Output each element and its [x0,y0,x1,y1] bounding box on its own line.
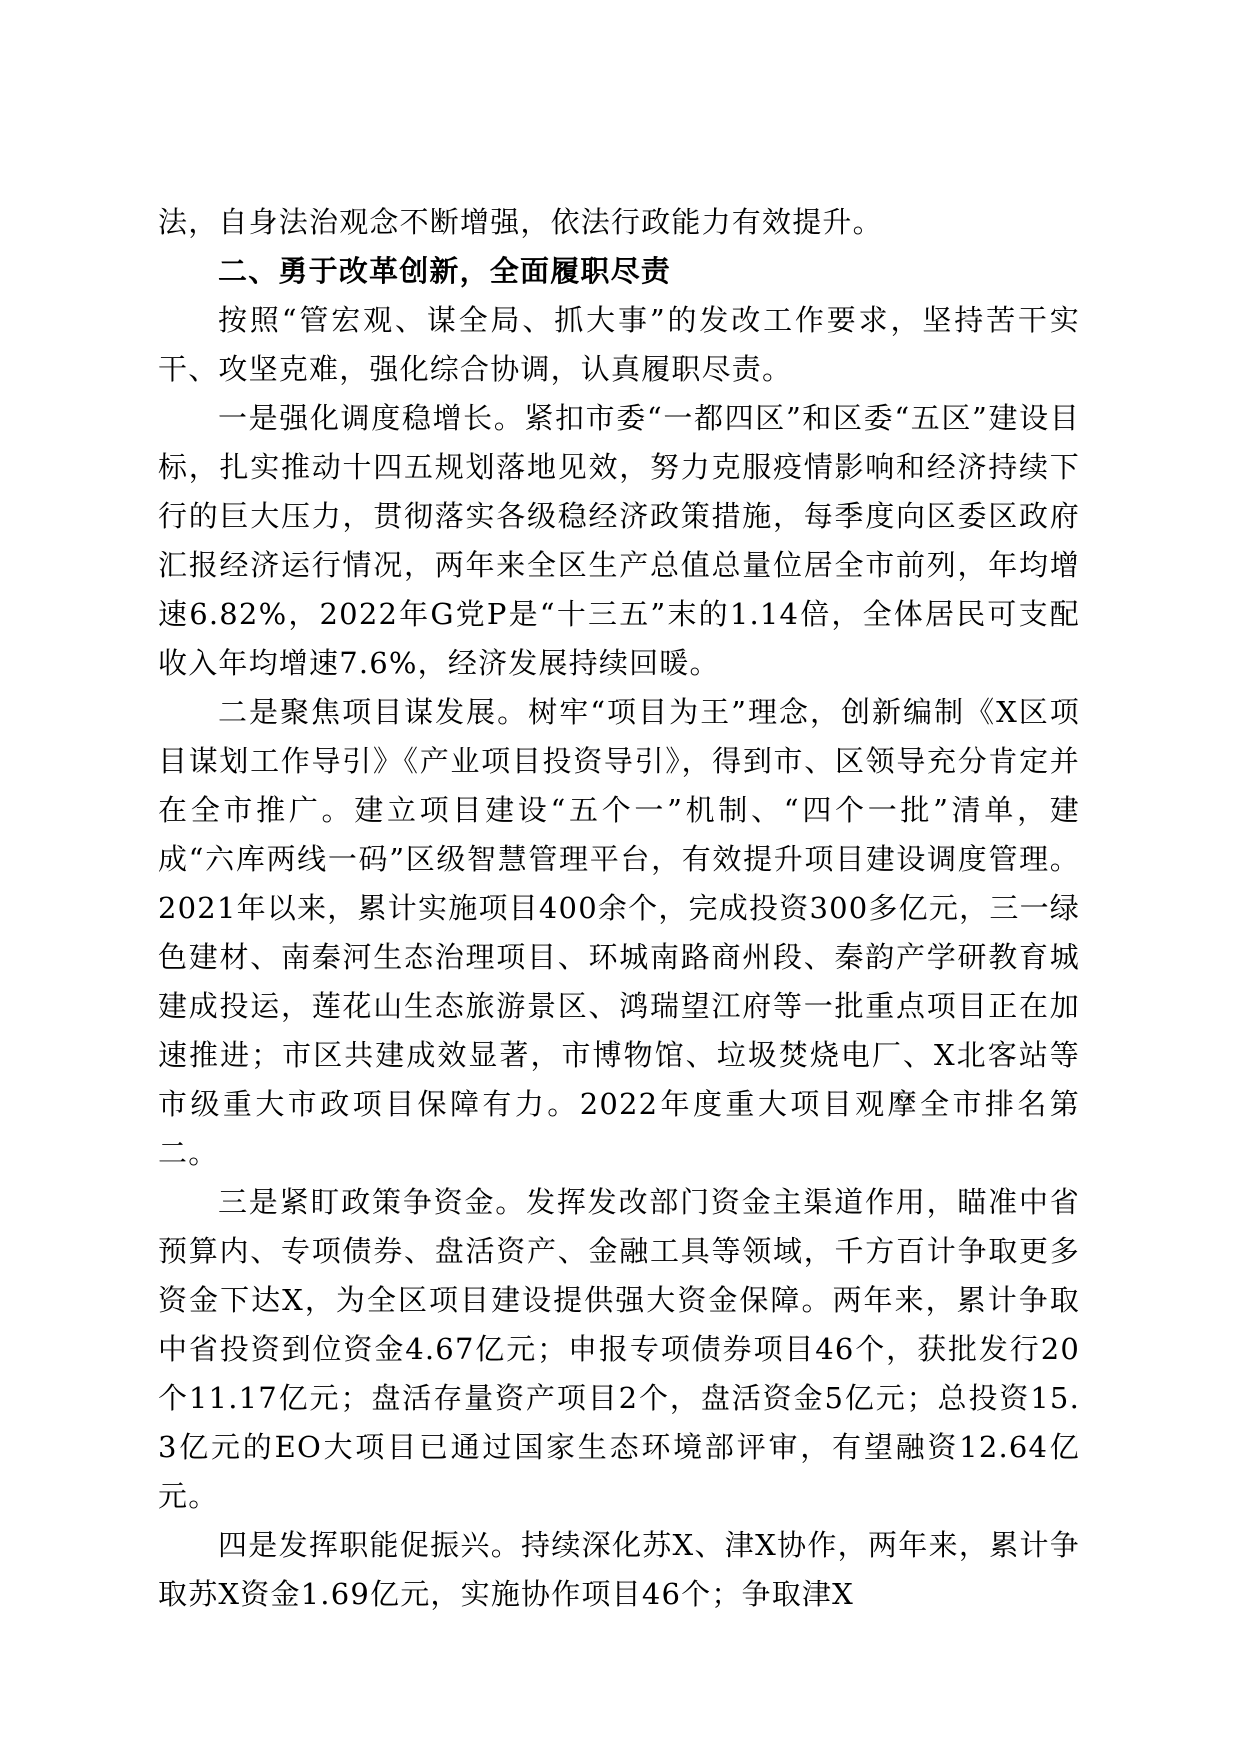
continuation-paragraph: 法，自身法治观念不断增强，依法行政能力有效提升。 [158,205,883,239]
paragraph-policy-funding: 三是紧盯政策争资金。发挥发改部门资金主渠道作用，瞄准中省预算内、专项债券、盘活资产、金融工具等领域，千方百计争取更多资金下达X，为全区项目建设提供强大资金保障。两年来，累计争取中省投资到位资金4.67亿元；申报专项债券项目46个，获批发行20个11.17亿元；盘活存量资产项目2个，盘活资金5亿元；总投资15.3亿元的EO大项目已通过国家生态环境部评审，有望融资12.64亿元。 [158,1185,1080,1513]
intro-paragraph: 按照“管宏观、谋全局、抓大事”的发改工作要求，坚持苦干实干、攻坚克难，强化综合协调，认真履职尽责。 [158,303,1080,386]
document-body [158,198,1080,1619]
section-heading: 二、勇于改革创新，全面履职尽责 [218,254,672,288]
paragraph-rural-revitalization: 四是发挥职能促振兴。持续深化苏X、津X协作，两年来，累计争取苏X资金1.69亿元，实施协作项目46个；争取津X [158,1528,1080,1611]
paragraph-project-development: 二是聚焦项目谋发展。树牢“项目为王”理念，创新编制《X区项目谋划工作导引》《产业项目投资导引》，得到市、区领导充分肯定并在全市推广。建立项目建设“五个一”机制、“四个一批”清单，建成“六库两线一码”区级智慧管理平台，有效提升项目建设调度管理。2021年以来，累计实施项目400余个，完成投资300多亿元，三一绿色建材、南秦河生态治理项目、环城南路商州段、秦韵产学研教育城建成投运，莲花山生态旅游景区、鸿瑞望江府等一批重点项目正在加速推进；市区共建成效显著，市博物馆、垃圾焚烧电厂、X北客站等市级重大市政项目保障有力。2022年度重大项目观摩全市排名第二。 [158,695,1080,1170]
paragraph-stabilize-growth: 一是强化调度稳增长。紧扣市委“一都四区”和区委“五区”建设目标，扎实推动十四五规划落地见效，努力克服疫情影响和经济持续下行的巨大压力，贯彻落实各级稳经济政策措施，每季度向区委区政府汇报经济运行情况，两年来全区生产总值总量位居全市前列，年均增速6.82%，2022年G党P是“十三五”末的1.14倍，全体居民可支配收入年均增速7.6%，经济发展持续回暖。 [158,401,1080,680]
